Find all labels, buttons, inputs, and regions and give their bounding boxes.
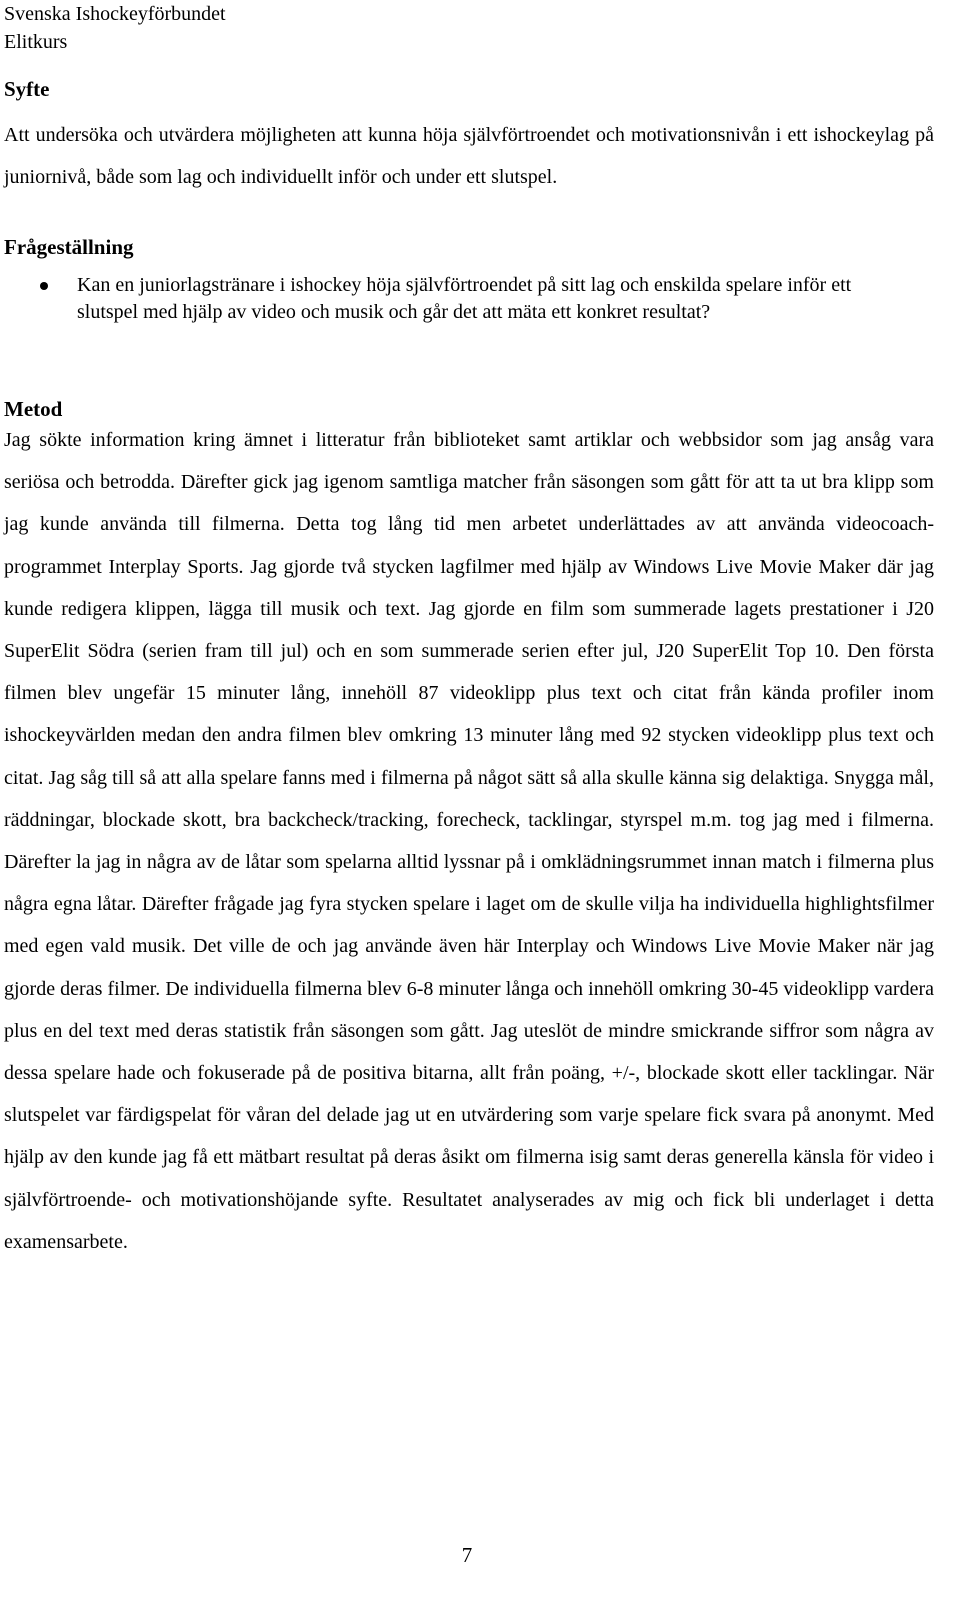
research-question-list [0,272,940,326]
course-name: Elitkurs [4,31,68,53]
bullet-icon [40,282,48,290]
organization-name: Svenska Ishockeyförbundet [4,3,226,25]
section-heading-syfte: Syfte [4,77,50,101]
section-heading-fragestallning: Frågeställning [4,235,134,259]
list-item [0,272,917,326]
metod-paragraph: Jag sökte information kring ämnet i litteratur från biblioteket samt artiklar och webbsidor som jag ansåg vara seriösa och betrodda. Därefter gick jag igenom samtliga matcher från säsongen som gått för att ta ut bra klipp som jag kunde använda till filmerna. Detta tog lång tid men arbetet underlättades av att använda videocoach-programmet Interplay Sports. Jag gjorde två stycken lagfilmer med hjälp av Windows Live Movie Maker där jag kunde redigera klippen, lägga till musik och text. Jag gjorde en film som summerade lagets prestationer i J20 SuperElit Södra (serien fram till jul) och en som summerade serien efter jul, J20 SuperElit Top 10. Den första filmen blev ungefär 15 minuter lång, innehöll 87 videoklipp plus text och citat från kända profiler inom ishockeyvärlden medan den andra filmen blev omkring 13 minuter lång med 92 stycken videoklipp plus text och citat. Jag såg till så att alla spelare fanns med i filmerna på något sätt så alla skulle känna sig delaktiga. Snygga mål, räddningar, blockade skott, bra backcheck/tracking, forecheck, tacklingar, styrspel m.m. tog jag med i filmerna. Därefter la jag in några av de låtar som spelarna alltid lyssnar på i omklädningsrummet innan match i filmerna plus några egna låtar. Därefter frågade jag fyra stycken spelare i laget om de skulle vilja ha individuella highlightsfilmer med egen vald musik. Det ville de och jag använde även här Interplay och Windows Live Movie Maker när jag gjorde deras filmer. De individuella filmerna blev 6-8 minuter långa och innehöll omkring 30-45 videoklipp vardera plus en del text med deras statistik från säsongen som gått. Jag uteslöt de mindre smickrande siffror som några av dessa spelare hade och fokuserade på de positiva bitarna, allt från poäng, +/-, blockade skott eller tacklingar. När slutspelet var färdigspelat för våran del delade jag ut en utvärdering som varje spelare fick svara på anonymt. Med hjälp av den kunde jag få ett mätbart resultat på deras åsikt om filmerna isig samt deras generella känsla för video i självförtroende- och motivationshöjande syfte. Resultatet analyserades av mig och fick bli underlaget i detta examensarbete. [4,429,934,1253]
page-number: 7 [461,1543,473,1567]
section-heading-metod: Metod [4,397,63,421]
research-question-text: Kan en juniorlagstränare i ishockey höja självförtroendet på sitt lag och enskilda spelare inför ett slutspel med hjälp av video och musik och går det att mäta ett konkret resultat? [77,274,852,323]
syfte-paragraph: Att undersöka och utvärdera möjligheten att kunna höja självförtroendet och motivationsnivån i ett ishockeylag på juniornivå, både som lag och individuellt inför och under ett slutspel. [4,124,934,188]
